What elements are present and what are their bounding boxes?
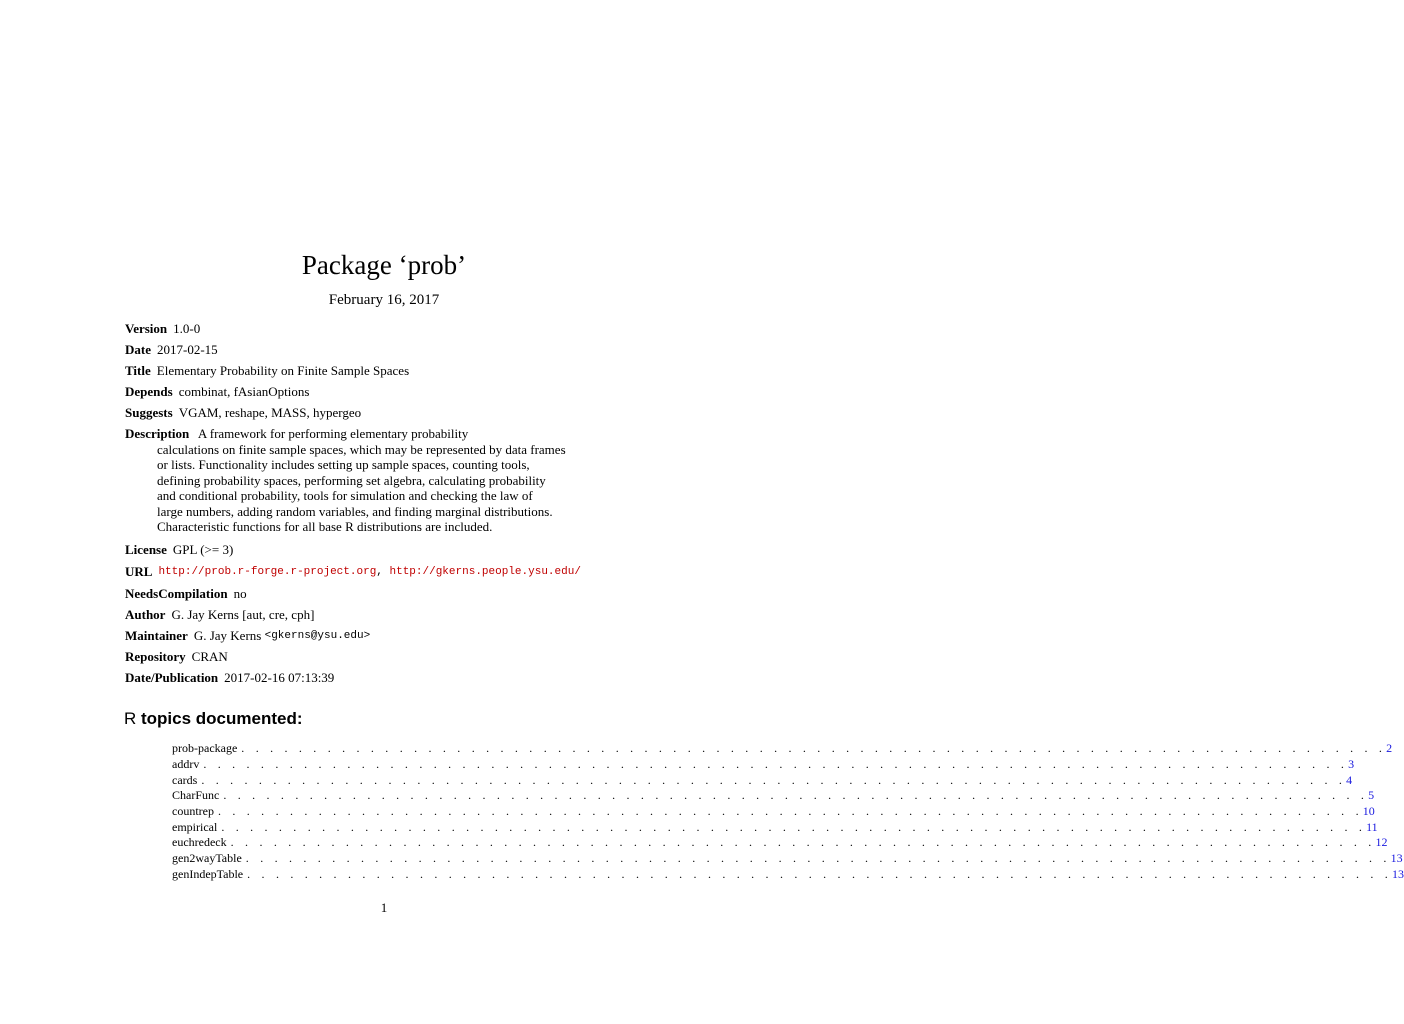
field-key: NeedsCompilation (125, 586, 228, 601)
field-key: Version (125, 320, 168, 336)
toc-page-link[interactable]: 12 (1375, 835, 1388, 850)
field-key: Title (125, 362, 151, 378)
toc-leader-dots: . . . . . . . . . . . . . . . . . . . . . . . . . . . . . . . . . . . . . . . . . . . . . . . . . . . . . . . . . . . . . . . . . . . . . . . . . . . . . . . . (247, 866, 1392, 881)
toc-entry[interactable] (172, 788, 1375, 804)
field-key: Depends (125, 383, 173, 399)
field-description (125, 423, 685, 540)
toc-page-link[interactable]: 11 (1366, 819, 1378, 834)
toc-entry-name[interactable]: euchredeck (172, 835, 227, 850)
maintainer-name: G. Jay Kerns (193, 628, 265, 643)
field-key: URL (125, 564, 153, 579)
field-value: combinat, fAsianOptions (178, 383, 310, 399)
toc-page-link[interactable]: 13 (1391, 866, 1404, 881)
toc-entry[interactable] (172, 772, 1353, 788)
description-line: and conditional probability, tools for simulation and checking the law of (157, 488, 533, 503)
description-line: Characteristic functions for all base R distributions are included. (157, 519, 493, 534)
toc-entry-name[interactable]: empirical (172, 819, 218, 834)
field-needscompilation (125, 584, 685, 605)
field-key: Date (125, 341, 151, 357)
toc-entry-name[interactable]: prob-package (172, 741, 238, 756)
toc-leader-dots: . . . . . . . . . . . . . . . . . . . . . . . . . . . . . . . . . . . . . . . . . . . . . . . . . . . . . . . . . . . . . . . . . . . . . . . . . . . . . . . . (221, 819, 1367, 834)
description-line: defining probability spaces, performing set algebra, calculating probability (157, 472, 546, 488)
field-depends (125, 381, 685, 402)
field-key: Description (125, 426, 190, 441)
toc-entry-name[interactable]: genIndepTable (172, 866, 244, 881)
topics-table-of-contents (172, 741, 1404, 882)
field-url (125, 561, 685, 584)
field-key: Maintainer (125, 628, 188, 643)
toc-leader-dots: . . . . . . . . . . . . . . . . . . . . . . . . . . . . . . . . . . . . . . . . . . . . . . . . . . . . . . . . . . . . . . . . . . . . . . . . . . . . . . . . (223, 788, 1369, 803)
toc-entry[interactable] (172, 866, 1404, 883)
field-key: License (125, 542, 167, 557)
toc-entry-name[interactable]: addrv (172, 757, 200, 772)
toc-page-link[interactable]: 3 (1348, 757, 1355, 772)
field-value: 2017-02-15 (157, 341, 218, 357)
toc-entry-name[interactable]: cards (172, 772, 198, 787)
field-value: VGAM, reshape, MASS, hypergeo (178, 404, 362, 420)
field-key: Author (125, 607, 166, 622)
description-line: or lists. Functionality includes setting up sample spaces, counting tools, (157, 457, 530, 472)
toc-leader-dots: . . . . . . . . . . . . . . . . . . . . . . . . . . . . . . . . . . . . . . . . . . . . . . . . . . . . . . . . . . . . . . . . . . . . . . . . . . . . . . . . (217, 804, 1363, 819)
field-value: no (233, 586, 247, 601)
url-link-2[interactable]: http://gkerns.people.ysu.edu/ (389, 566, 581, 578)
field-author (125, 605, 685, 626)
toc-entry[interactable] (172, 804, 1375, 820)
field-license (125, 540, 685, 561)
field-value: CRAN (191, 649, 228, 664)
document-title: Package ‘prob’ (301, 250, 467, 280)
field-value: GPL (>= 3) (172, 542, 234, 557)
toc-leader-dots: . . . . . . . . . . . . . . . . . . . . . . . . . . . . . . . . . . . . . . . . . . . . . . . . . . . . . . . . . . . . . . . . . . . . . . . . . . . . . . . . (201, 772, 1347, 787)
toc-leader-dots: . . . . . . . . . . . . . . . . . . . . . . . . . . . . . . . . . . . . . . . . . . . . . . . . . . . . . . . . . . . . . . . . . . . . . . . . . . . . . . . . (203, 757, 1349, 772)
field-repository (125, 647, 685, 668)
maintainer-email: <gkerns@ysu.edu> (264, 630, 371, 642)
field-value: 1.0-0 (173, 320, 201, 336)
package-fields (125, 318, 685, 689)
topics-heading (124, 709, 303, 729)
field-title (125, 360, 685, 381)
page-number: 1 (380, 900, 388, 915)
field-maintainer (125, 626, 685, 647)
toc-entry[interactable] (172, 741, 1393, 757)
toc-page-link[interactable]: 5 (1368, 788, 1375, 803)
field-suggests (125, 402, 685, 423)
toc-page-link[interactable]: 2 (1386, 741, 1393, 756)
url-separator: , (376, 566, 390, 578)
url-link-1[interactable]: http://prob.r-forge.r-project.org (158, 566, 377, 578)
field-value: Elementary Probability on Finite Sample Spaces (156, 362, 410, 378)
description-line: large numbers, adding random variables, and finding marginal distributions. (157, 503, 553, 519)
topics-heading-text: topics documented: (136, 709, 303, 728)
field-date-publication (125, 668, 685, 689)
description-line: A framework for performing elementary probability (197, 426, 469, 441)
field-key: Date/Publication (125, 670, 219, 685)
field-version (125, 318, 685, 339)
field-key: Repository (125, 649, 186, 664)
toc-entry[interactable] (172, 819, 1378, 835)
toc-entry-name[interactable]: gen2wayTable (172, 851, 242, 866)
r-logo-text: R (124, 709, 137, 728)
document-date: February 16, 2017 (328, 292, 440, 308)
description-line: calculations on finite sample spaces, which may be represented by data frames (157, 441, 566, 457)
toc-entry[interactable] (172, 757, 1355, 773)
toc-page-link[interactable]: 10 (1362, 804, 1375, 819)
toc-leader-dots: . . . . . . . . . . . . . . . . . . . . . . . . . . . . . . . . . . . . . . . . . . . . . . . . . . . . . . . . . . . . . . . . . . . . . . . . . . . . . . . . (230, 835, 1376, 850)
toc-page-link[interactable]: 13 (1390, 851, 1403, 866)
field-value: G. Jay Kerns [aut, cre, cph] (171, 607, 315, 622)
toc-entry[interactable] (172, 851, 1403, 867)
toc-leader-dots: . . . . . . . . . . . . . . . . . . . . . . . . . . . . . . . . . . . . . . . . . . . . . . . . . . . . . . . . . . . . . . . . . . . . . . . . . . . . . . . . (241, 741, 1387, 756)
toc-entry-name[interactable]: countrep (172, 804, 214, 819)
field-key: Suggests (125, 404, 173, 420)
field-value: 2017-02-16 07:13:39 (224, 670, 335, 685)
field-date (125, 339, 685, 360)
toc-page-link[interactable]: 4 (1346, 772, 1353, 787)
toc-entry-name[interactable]: CharFunc (172, 788, 220, 803)
toc-entry[interactable] (172, 835, 1388, 851)
toc-leader-dots: . . . . . . . . . . . . . . . . . . . . . . . . . . . . . . . . . . . . . . . . . . . . . . . . . . . . . . . . . . . . . . . . . . . . . . . . . . . . . . . . (245, 851, 1391, 866)
